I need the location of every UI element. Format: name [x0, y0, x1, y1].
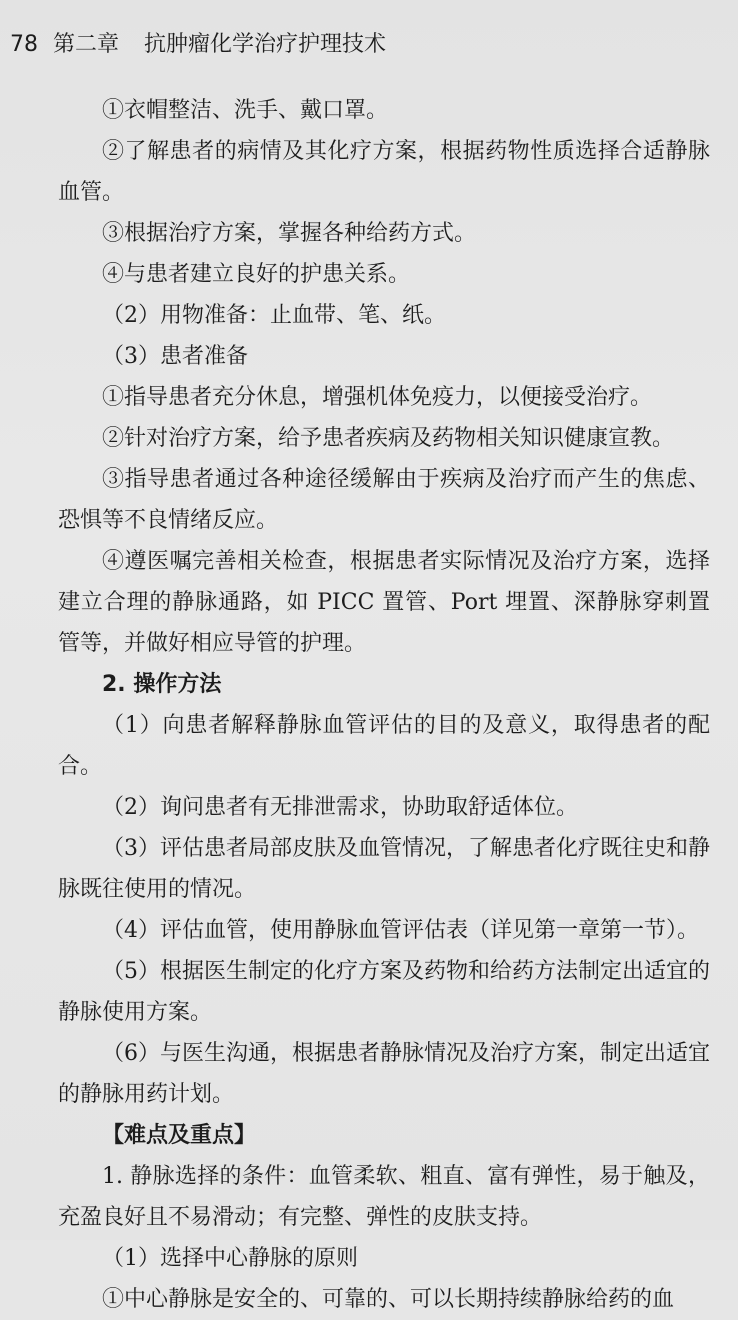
chapter-title: 抗肿瘤化学治疗护理技术 — [144, 32, 387, 57]
paragraph: （4）评估血管，使用静脉血管评估表（详见第一章第一节）。 — [102, 918, 699, 943]
paragraph: （2）询问患者有无排泄需求，协助取舒适体位。 — [102, 795, 578, 820]
paragraph: （5）根据医生制定的化疗方案及药物和给药方法制定出适宜的静脉使用方案。 — [58, 959, 710, 1025]
paragraph: ②了解患者的病情及其化疗方案，根据药物性质选择合适静脉血管。 — [58, 139, 710, 205]
paragraph: （1）向患者解释静脉血管评估的目的及意义，取得患者的配合。 — [58, 713, 710, 779]
paragraph: （3）评估患者局部皮肤及血管情况，了解患者化疗既往史和静脉既往使用的情况。 — [58, 836, 710, 902]
paragraph: ④与患者建立良好的护患关系。 — [102, 262, 411, 287]
paragraph: ③根据治疗方案，掌握各种给药方式。 — [102, 221, 477, 246]
paragraph: 【难点及重点】 — [102, 1123, 257, 1148]
chapter-label: 第二章 — [53, 32, 120, 57]
paragraph: ①衣帽整洁、洗手、戴口罩。 — [102, 98, 389, 123]
paragraph: ①中心静脉是安全的、可靠的、可以长期持续静脉给药的血 — [102, 1287, 675, 1312]
body-text — [58, 90, 710, 1320]
page-number: 78 — [10, 32, 38, 57]
paragraph: （2）用物准备：止血带、笔、纸。 — [102, 303, 446, 328]
paragraph: 1. 静脉选择的条件：血管柔软、粗直、富有弹性，易于触及，充盈良好且不易滑动；有完整、弹性的皮肤支持。 — [58, 1164, 710, 1230]
paragraph: （6）与医生沟通，根据患者静脉情况及治疗方案，制定出适宜的静脉用药计划。 — [58, 1041, 710, 1107]
running-header — [10, 28, 710, 62]
paragraph: ③指导患者通过各种途径缓解由于疾病及治疗而产生的焦虑、恐惧等不良情绪反应。 — [58, 467, 710, 533]
paragraph: （1）选择中心静脉的原则 — [102, 1246, 358, 1271]
paragraph: （3）患者准备 — [102, 344, 248, 369]
paragraph: ②针对治疗方案，给予患者疾病及药物相关知识健康宣教。 — [102, 426, 675, 451]
paragraph: 2. 操作方法 — [102, 672, 222, 697]
paragraph: ④遵医嘱完善相关检查，根据患者实际情况及治疗方案，选择建立合理的静脉通路，如 PICC 置管、Port 埋置、深静脉穿刺置管等，并做好相应导管的护理。 — [58, 549, 710, 656]
paragraph: ①指导患者充分休息，增强机体免疫力，以便接受治疗。 — [102, 385, 653, 410]
